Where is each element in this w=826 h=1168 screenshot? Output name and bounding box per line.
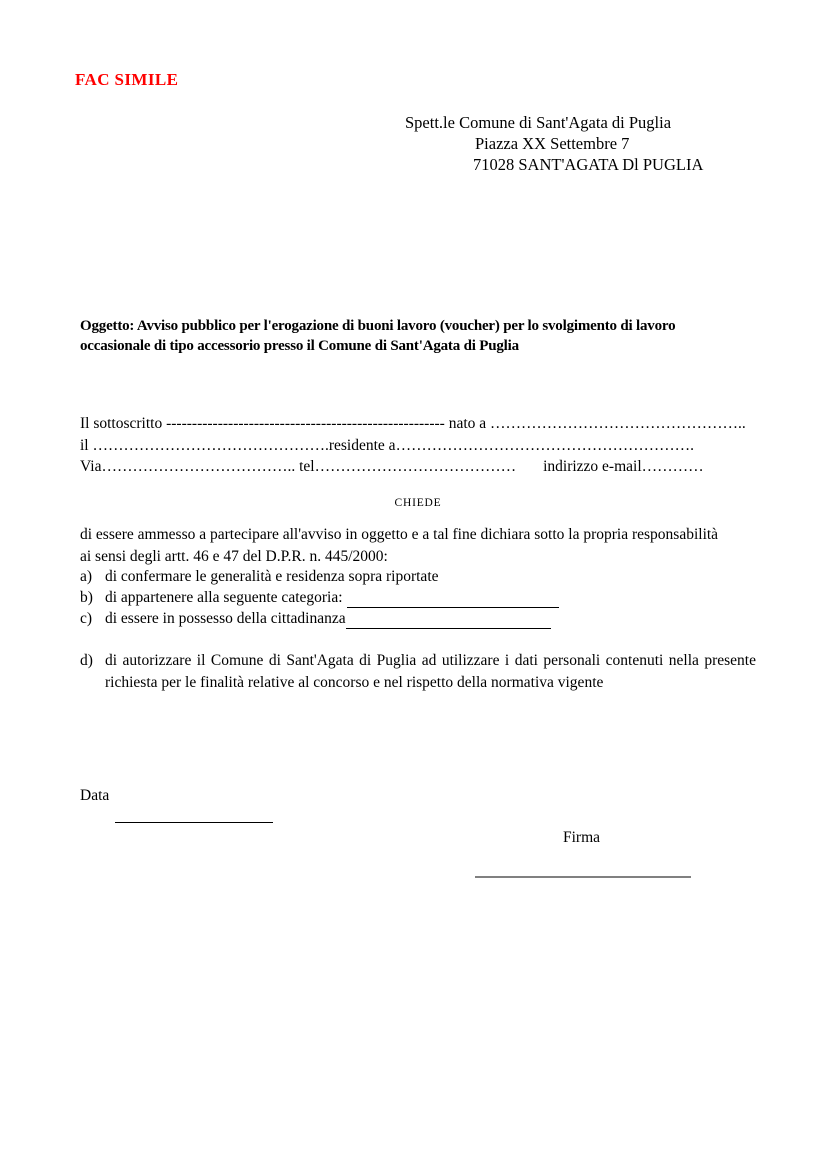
item-d-text: di autorizzare il Comune di Sant'Agata di Puglia ad utilizzare i dati personali contenuti nella presente richiesta per le finalità relative al concorso e nel rispetto della normativa vigente	[105, 652, 756, 691]
item-c-marker: c)	[80, 610, 93, 627]
item-a-marker: a)	[80, 568, 93, 585]
item-c-fill-in-line	[346, 611, 551, 629]
applicant-line-1: Il sottoscritto ------------------------------------------------------ nato a …………………………………………..	[80, 415, 746, 432]
declaration-list	[80, 566, 559, 629]
recipient-line-2: Piazza XX Settembre 7	[475, 134, 630, 153]
applicant-fill-in-block	[80, 413, 746, 478]
declaration-line-1: di essere ammesso a partecipare all'avviso in oggetto e a tal fine dichiara sotto la propria responsabilità	[80, 526, 719, 543]
applicant-email: indirizzo e-mail…………	[543, 458, 704, 475]
date-label: Data	[80, 787, 110, 804]
applicant-line-2: il ……………………………………….residente a………………………………………………….	[80, 436, 694, 454]
item-d-marker: d)	[80, 652, 93, 669]
chiede-heading: CHIEDE	[394, 497, 442, 509]
recipient-address-block	[405, 112, 703, 175]
signature-label: Firma	[563, 829, 601, 846]
date-fill-in-line	[115, 822, 273, 823]
item-b-marker: b)	[80, 589, 93, 606]
subject-paragraph	[80, 316, 675, 356]
item-a-text: di confermare le generalità e residenza sopra riportate	[105, 568, 439, 585]
declaration-line-2: ai sensi degli artt. 46 e 47 del D.P.R. n. 445/2000:	[80, 547, 388, 565]
recipient-line-3: 71028 SANT'AGATA Dl PUGLIA	[473, 155, 704, 174]
list-item-b	[80, 587, 559, 608]
fac-simile-watermark: FAC SIMILE	[75, 70, 179, 89]
list-item-d	[80, 650, 756, 693]
applicant-via-tel: Via……………………………….. tel…………………………………	[80, 458, 517, 475]
recipient-line-1: Spett.le Comune di Sant'Agata di Puglia	[405, 113, 672, 132]
subject-line-2: occasionale di tipo accessorio presso il Comune di Sant'Agata di Puglia	[80, 338, 519, 354]
applicant-line-3	[80, 456, 746, 478]
list-item-c	[80, 608, 559, 629]
declaration-paragraph	[80, 524, 718, 567]
item-b-fill-in-line	[347, 590, 559, 608]
item-b-text: di appartenere alla seguente categoria:	[105, 589, 343, 606]
list-item-a	[80, 566, 559, 587]
signature-fill-in-line	[475, 876, 691, 878]
subject-line-1: Oggetto: Avviso pubblico per l'erogazione di buoni lavoro (voucher) per lo svolgimento di lavoro	[80, 318, 676, 334]
item-c-text: di essere in possesso della cittadinanza	[105, 610, 346, 627]
